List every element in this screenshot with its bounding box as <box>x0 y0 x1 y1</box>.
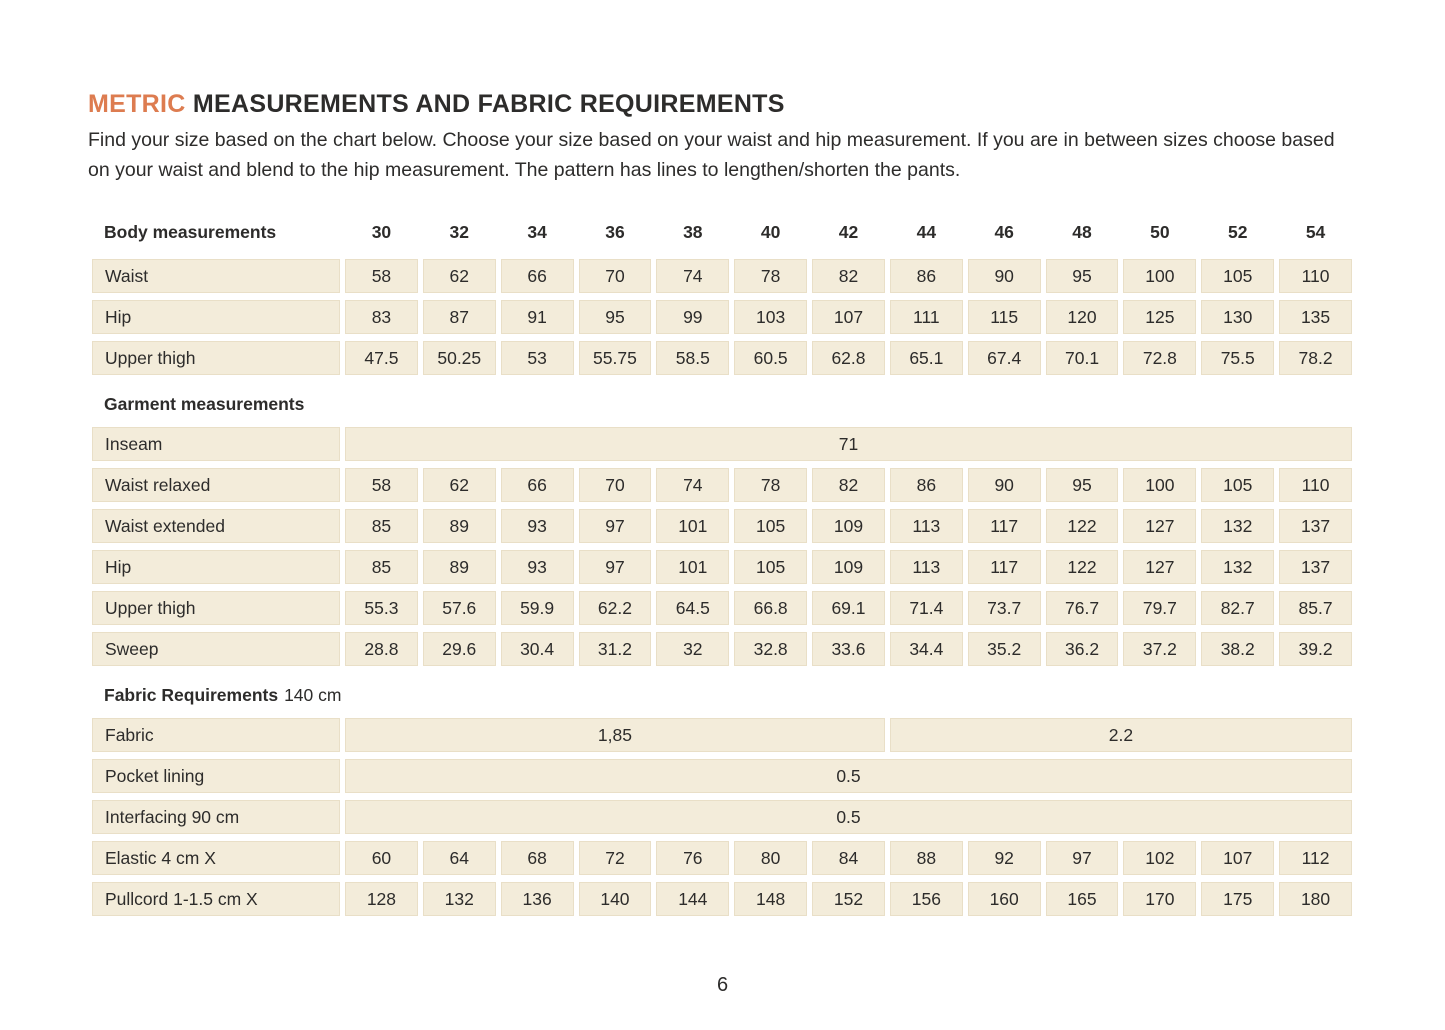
table-cell: 57.6 <box>423 591 496 625</box>
table-cell: 132 <box>423 882 496 916</box>
row-label: Fabric <box>92 718 340 752</box>
table-cell: 30.4 <box>501 632 574 666</box>
table-cell: 107 <box>1201 841 1274 875</box>
table-cell: 111 <box>890 300 963 334</box>
table-cell: 62.8 <box>812 341 885 375</box>
table-cell: 113 <box>890 550 963 584</box>
table-cell: 66 <box>501 259 574 293</box>
size-column-header: 50 <box>1150 221 1170 242</box>
row-label: Waist extended <box>92 509 340 543</box>
table-cell: 152 <box>812 882 885 916</box>
table-cell: 95 <box>579 300 652 334</box>
row-label: Upper thigh <box>92 591 340 625</box>
table-cell: 132 <box>1201 509 1274 543</box>
row-label: Hip <box>92 300 340 334</box>
row-label: Waist <box>92 259 340 293</box>
table-cell: 73.7 <box>968 591 1041 625</box>
table-cell: 28.8 <box>345 632 418 666</box>
table-cell: 55.75 <box>579 341 652 375</box>
table-cell: 39.2 <box>1279 632 1352 666</box>
table-cell: 58.5 <box>656 341 729 375</box>
size-column-header: 52 <box>1227 221 1248 242</box>
row-label: Hip <box>92 550 340 584</box>
table-cell: 64 <box>423 841 496 875</box>
row-label: Pullcord 1-1.5 cm X <box>92 882 340 916</box>
table-cell: 32 <box>656 632 729 666</box>
table-cell-span: 0.5 <box>345 759 1352 793</box>
size-column-header: 32 <box>449 221 469 242</box>
table-cell: 85.7 <box>1279 591 1352 625</box>
table-cell: 117 <box>968 550 1041 584</box>
table-cell: 58 <box>345 259 418 293</box>
table-cell: 101 <box>656 509 729 543</box>
table-cell: 33.6 <box>812 632 885 666</box>
section-header-label: Fabric Requirements <box>104 684 279 705</box>
table-cell: 132 <box>1201 550 1274 584</box>
size-column-header: 44 <box>916 221 937 242</box>
table-cell: 76.7 <box>1046 591 1119 625</box>
table-cell: 62.2 <box>579 591 652 625</box>
table-cell: 75.5 <box>1201 341 1274 375</box>
table-cell: 130 <box>1201 300 1274 334</box>
row-label: Pocket lining <box>92 759 340 793</box>
table-cell: 115 <box>968 300 1041 334</box>
table-cell: 74 <box>656 259 729 293</box>
table-cell: 136 <box>501 882 574 916</box>
table-cell: 84 <box>812 841 885 875</box>
table-cell: 69.1 <box>812 591 885 625</box>
row-label: Inseam <box>92 427 340 461</box>
table-cell: 38.2 <box>1201 632 1274 666</box>
table-cell: 86 <box>890 259 963 293</box>
table-section-header <box>92 382 1352 420</box>
table-section-header <box>92 673 1352 711</box>
table-cell-span: 2.2 <box>890 718 1352 752</box>
intro-paragraph: Find your size based on the chart below. Choose your size based on your waist and hip measurement. If you are in between sizes choose based on your waist and blend to the hip measurement. The pattern has lines to lengthen/shorten the pants. <box>88 129 1335 181</box>
table-cell: 82.7 <box>1201 591 1274 625</box>
table-cell: 31.2 <box>579 632 652 666</box>
table-cell: 112 <box>1279 841 1352 875</box>
size-column-header: 40 <box>760 221 781 242</box>
table-cell: 170 <box>1123 882 1196 916</box>
table-cell: 137 <box>1279 550 1352 584</box>
table-cell: 122 <box>1046 550 1119 584</box>
table-cell: 95 <box>1046 259 1119 293</box>
table-cell: 135 <box>1279 300 1352 334</box>
table-cell: 86 <box>890 468 963 502</box>
table-cell: 97 <box>579 509 652 543</box>
table-cell: 105 <box>734 550 807 584</box>
table-cell: 105 <box>734 509 807 543</box>
size-column-header: 46 <box>994 221 1014 242</box>
size-column-header: 48 <box>1072 221 1092 242</box>
table-cell: 165 <box>1046 882 1119 916</box>
table-cell: 144 <box>656 882 729 916</box>
table-cell: 103 <box>734 300 807 334</box>
table-cell: 85 <box>345 509 418 543</box>
table-cell: 90 <box>968 468 1041 502</box>
table-cell: 109 <box>812 509 885 543</box>
table-cell-span: 0.5 <box>345 800 1352 834</box>
table-cell: 70.1 <box>1046 341 1119 375</box>
table-cell: 128 <box>345 882 418 916</box>
table-cell: 85 <box>345 550 418 584</box>
table-cell: 92 <box>968 841 1041 875</box>
table-cell: 110 <box>1279 259 1352 293</box>
table-cell: 62 <box>423 259 496 293</box>
table-cell: 70 <box>579 259 652 293</box>
table-cell: 59.9 <box>501 591 574 625</box>
table-cell: 110 <box>1279 468 1352 502</box>
table-cell: 105 <box>1201 468 1274 502</box>
table-cell: 156 <box>890 882 963 916</box>
measurement-table <box>92 212 1352 916</box>
table-cell: 78.2 <box>1279 341 1352 375</box>
table-cell: 50.25 <box>423 341 496 375</box>
table-cell: 76 <box>656 841 729 875</box>
table-cell: 37.2 <box>1123 632 1196 666</box>
row-label: Upper thigh <box>92 341 340 375</box>
table-cell: 120 <box>1046 300 1119 334</box>
table-cell: 82 <box>812 468 885 502</box>
table-cell: 105 <box>1201 259 1274 293</box>
size-column-header: 30 <box>371 221 392 242</box>
table-cell: 99 <box>656 300 729 334</box>
table-cell: 95 <box>1046 468 1119 502</box>
table-cell: 72.8 <box>1123 341 1196 375</box>
table-cell: 127 <box>1123 550 1196 584</box>
table-cell: 89 <box>423 509 496 543</box>
table-cell-span: 1,85 <box>345 718 885 752</box>
table-cell: 140 <box>579 882 652 916</box>
table-cell: 78 <box>734 468 807 502</box>
table-cell: 127 <box>1123 509 1196 543</box>
row-label: Sweep <box>92 632 340 666</box>
table-cell: 117 <box>968 509 1041 543</box>
page-number: 6 <box>716 974 729 996</box>
table-cell: 100 <box>1123 468 1196 502</box>
table-cell: 78 <box>734 259 807 293</box>
table-cell: 64.5 <box>656 591 729 625</box>
table-cell: 97 <box>579 550 652 584</box>
table-cell: 90 <box>968 259 1041 293</box>
row-label: Elastic 4 cm X <box>92 841 340 875</box>
size-column-header: 42 <box>838 221 859 242</box>
table-cell: 34.4 <box>890 632 963 666</box>
table-cell: 68 <box>501 841 574 875</box>
page-title <box>88 90 1355 119</box>
table-cell: 35.2 <box>968 632 1041 666</box>
row-label: Interfacing 90 cm <box>92 800 340 834</box>
table-cell-span: 71 <box>345 427 1352 461</box>
table-cell: 148 <box>734 882 807 916</box>
table-cell: 53 <box>501 341 574 375</box>
table-cell: 97 <box>1046 841 1119 875</box>
table-cell: 32.8 <box>734 632 807 666</box>
table-cell: 101 <box>656 550 729 584</box>
section-header-suffix: 140 cm <box>284 684 342 705</box>
table-cell: 36.2 <box>1046 632 1119 666</box>
table-cell: 60.5 <box>734 341 807 375</box>
table-cell: 62 <box>423 468 496 502</box>
table-cell: 83 <box>345 300 418 334</box>
table-cell: 70 <box>579 468 652 502</box>
table-cell: 65.1 <box>890 341 963 375</box>
table-cell: 89 <box>423 550 496 584</box>
table-cell: 100 <box>1123 259 1196 293</box>
table-cell: 79.7 <box>1123 591 1196 625</box>
table-cell: 82 <box>812 259 885 293</box>
table-cell: 93 <box>501 509 574 543</box>
row-label: Waist relaxed <box>92 468 340 502</box>
table-cell: 87 <box>423 300 496 334</box>
table-section-header: Body measurements <box>104 221 277 242</box>
table-cell: 66.8 <box>734 591 807 625</box>
page-title-rest: MEASUREMENTS AND FABRIC REQUIREMENTS <box>192 90 785 118</box>
size-column-header: 38 <box>683 221 703 242</box>
table-cell: 180 <box>1279 882 1352 916</box>
table-cell: 175 <box>1201 882 1274 916</box>
table-cell: 107 <box>812 300 885 334</box>
table-cell: 88 <box>890 841 963 875</box>
table-cell: 71.4 <box>890 591 963 625</box>
page-title-highlight: METRIC <box>88 90 186 118</box>
size-column-header: 34 <box>527 221 547 242</box>
table-cell: 160 <box>968 882 1041 916</box>
table-cell: 72 <box>579 841 652 875</box>
table-cell: 55.3 <box>345 591 418 625</box>
size-column-header: 36 <box>605 221 625 242</box>
table-cell: 29.6 <box>423 632 496 666</box>
table-cell: 125 <box>1123 300 1196 334</box>
table-cell: 58 <box>345 468 418 502</box>
table-cell: 109 <box>812 550 885 584</box>
table-cell: 74 <box>656 468 729 502</box>
table-cell: 67.4 <box>968 341 1041 375</box>
size-column-header: 54 <box>1305 221 1326 242</box>
table-cell: 80 <box>734 841 807 875</box>
table-cell: 102 <box>1123 841 1196 875</box>
table-cell: 113 <box>890 509 963 543</box>
table-cell: 93 <box>501 550 574 584</box>
table-cell: 122 <box>1046 509 1119 543</box>
table-cell: 91 <box>501 300 574 334</box>
section-header-label: Garment measurements <box>104 393 305 414</box>
table-cell: 60 <box>345 841 418 875</box>
table-cell: 47.5 <box>345 341 418 375</box>
table-cell: 137 <box>1279 509 1352 543</box>
table-cell: 66 <box>501 468 574 502</box>
